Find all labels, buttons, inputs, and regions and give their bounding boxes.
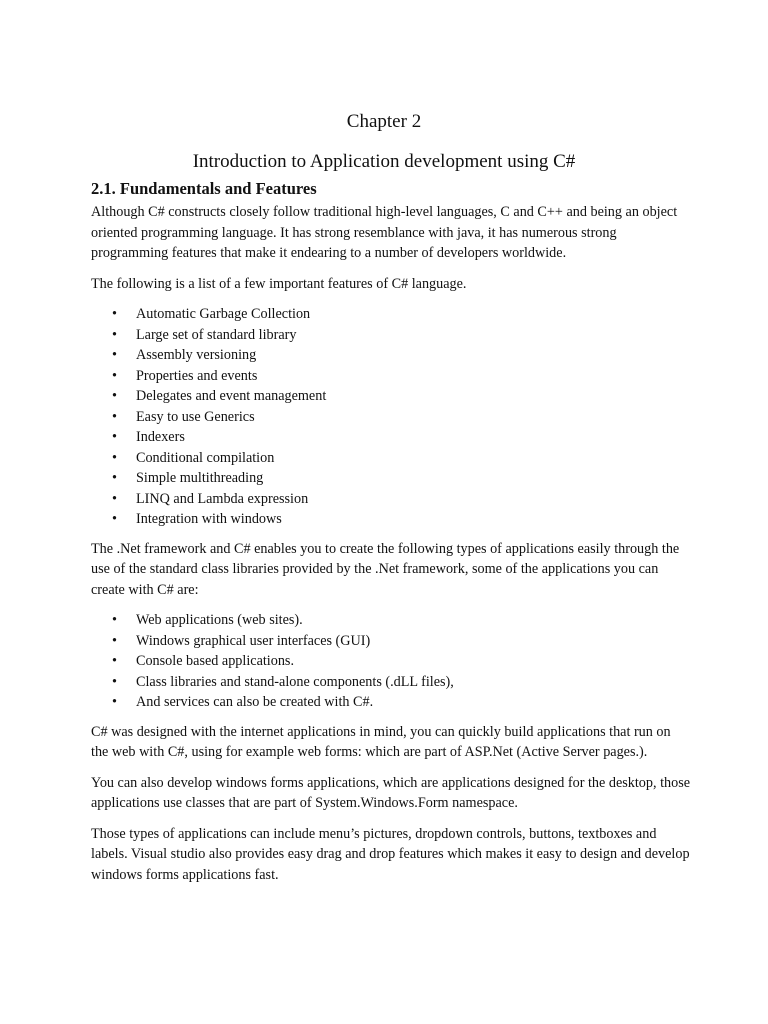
list-item: [91, 407, 691, 428]
bullet-icon: •: [112, 612, 117, 628]
list-item-text: Windows graphical user interfaces (GUI): [136, 632, 371, 649]
bullet-icon: •: [112, 429, 117, 445]
list-item-text: Large set of standard library: [136, 326, 297, 343]
bullet-icon: •: [112, 653, 117, 669]
list-item-text: Integration with windows: [136, 511, 282, 527]
list-item: [91, 325, 691, 346]
list-item: [91, 610, 691, 631]
bullet-icon: •: [112, 326, 117, 343]
list-item-text: Conditional compilation: [136, 449, 275, 466]
list-item-text: Web applications (web sites).: [136, 612, 303, 628]
bullet-icon: •: [112, 490, 117, 507]
list-item: [91, 468, 691, 489]
list-item: [91, 448, 691, 469]
section-heading: 2.1. Fundamentals and Features: [91, 179, 317, 198]
list-item: [91, 651, 691, 672]
bullet-icon: •: [112, 632, 117, 649]
list-item: [91, 345, 691, 366]
list-item: [91, 509, 691, 530]
list-item: [91, 672, 691, 693]
list-item: [91, 386, 691, 407]
list-item: [91, 692, 691, 713]
bullet-icon: •: [112, 449, 117, 466]
list-item-text: LINQ and Lambda expression: [136, 490, 309, 507]
bullet-icon: •: [112, 673, 117, 690]
bullet-icon: •: [112, 306, 117, 322]
list-item-text: Indexers: [136, 429, 185, 445]
bullet-icon: •: [112, 347, 117, 363]
bullet-icon: •: [112, 388, 117, 404]
bullet-icon: •: [112, 408, 117, 425]
bullet-icon: •: [112, 470, 117, 486]
paragraph-intro: Although C# constructs closely follow traditional high-level languages, C and C++ and being an object oriented programming language. It has strong resemblance with java, it has numerous strong programming features that make it endearing to a number of developers worldwide.: [91, 204, 678, 261]
app-types-list: [91, 610, 691, 713]
list-item: [91, 489, 691, 510]
chapter-label: Chapter 2: [346, 111, 422, 132]
list-item-text: Class libraries and stand-alone components (.dLL files),: [136, 673, 454, 690]
paragraph-features-lead: The following is a list of a few important features of C# language.: [91, 275, 467, 292]
list-item-text: Simple multithreading: [136, 470, 264, 486]
list-item-text: Easy to use Generics: [136, 408, 255, 425]
list-item-text: Delegates and event management: [136, 388, 327, 404]
list-item: [91, 366, 691, 387]
list-item-text: And services can also be created with C#.: [136, 694, 374, 710]
list-item-text: Automatic Garbage Collection: [136, 306, 311, 322]
features-list: [91, 304, 691, 530]
list-item-text: Properties and events: [136, 367, 258, 384]
paragraph-dotnet: The .Net framework and C# enables you to create the following types of applications easily through the use of the standard class libraries provided by the .Net framework, some of the applications you can create with C# are:: [91, 540, 680, 598]
paragraph-web: C# was designed with the internet applications in mind, you can quickly build applications that run on the web with C#, using for example web forms: which are part of ASP.Net (Active Server pages.).: [91, 723, 671, 760]
list-item-text: Console based applications.: [136, 653, 295, 669]
paragraph-winforms: You can also develop windows forms applications, which are applications designed for the desktop, those applications use classes that are part of System.Windows.Form namespace.: [91, 774, 691, 811]
bullet-icon: •: [112, 511, 117, 527]
paragraph-controls: Those types of applications can include menu’s pictures, dropdown controls, buttons, textboxes and labels. Visual studio also provides easy drag and drop features which makes it easy to design and develop windows forms applications fast.: [91, 825, 690, 883]
list-item: [91, 631, 691, 652]
bullet-icon: •: [112, 367, 117, 384]
list-item-text: Assembly versioning: [136, 347, 257, 363]
document-title: Introduction to Application development using C#: [192, 151, 576, 172]
list-item: [91, 304, 691, 325]
document-body: [91, 178, 691, 895]
list-item: [91, 427, 691, 448]
bullet-icon: •: [112, 694, 117, 710]
